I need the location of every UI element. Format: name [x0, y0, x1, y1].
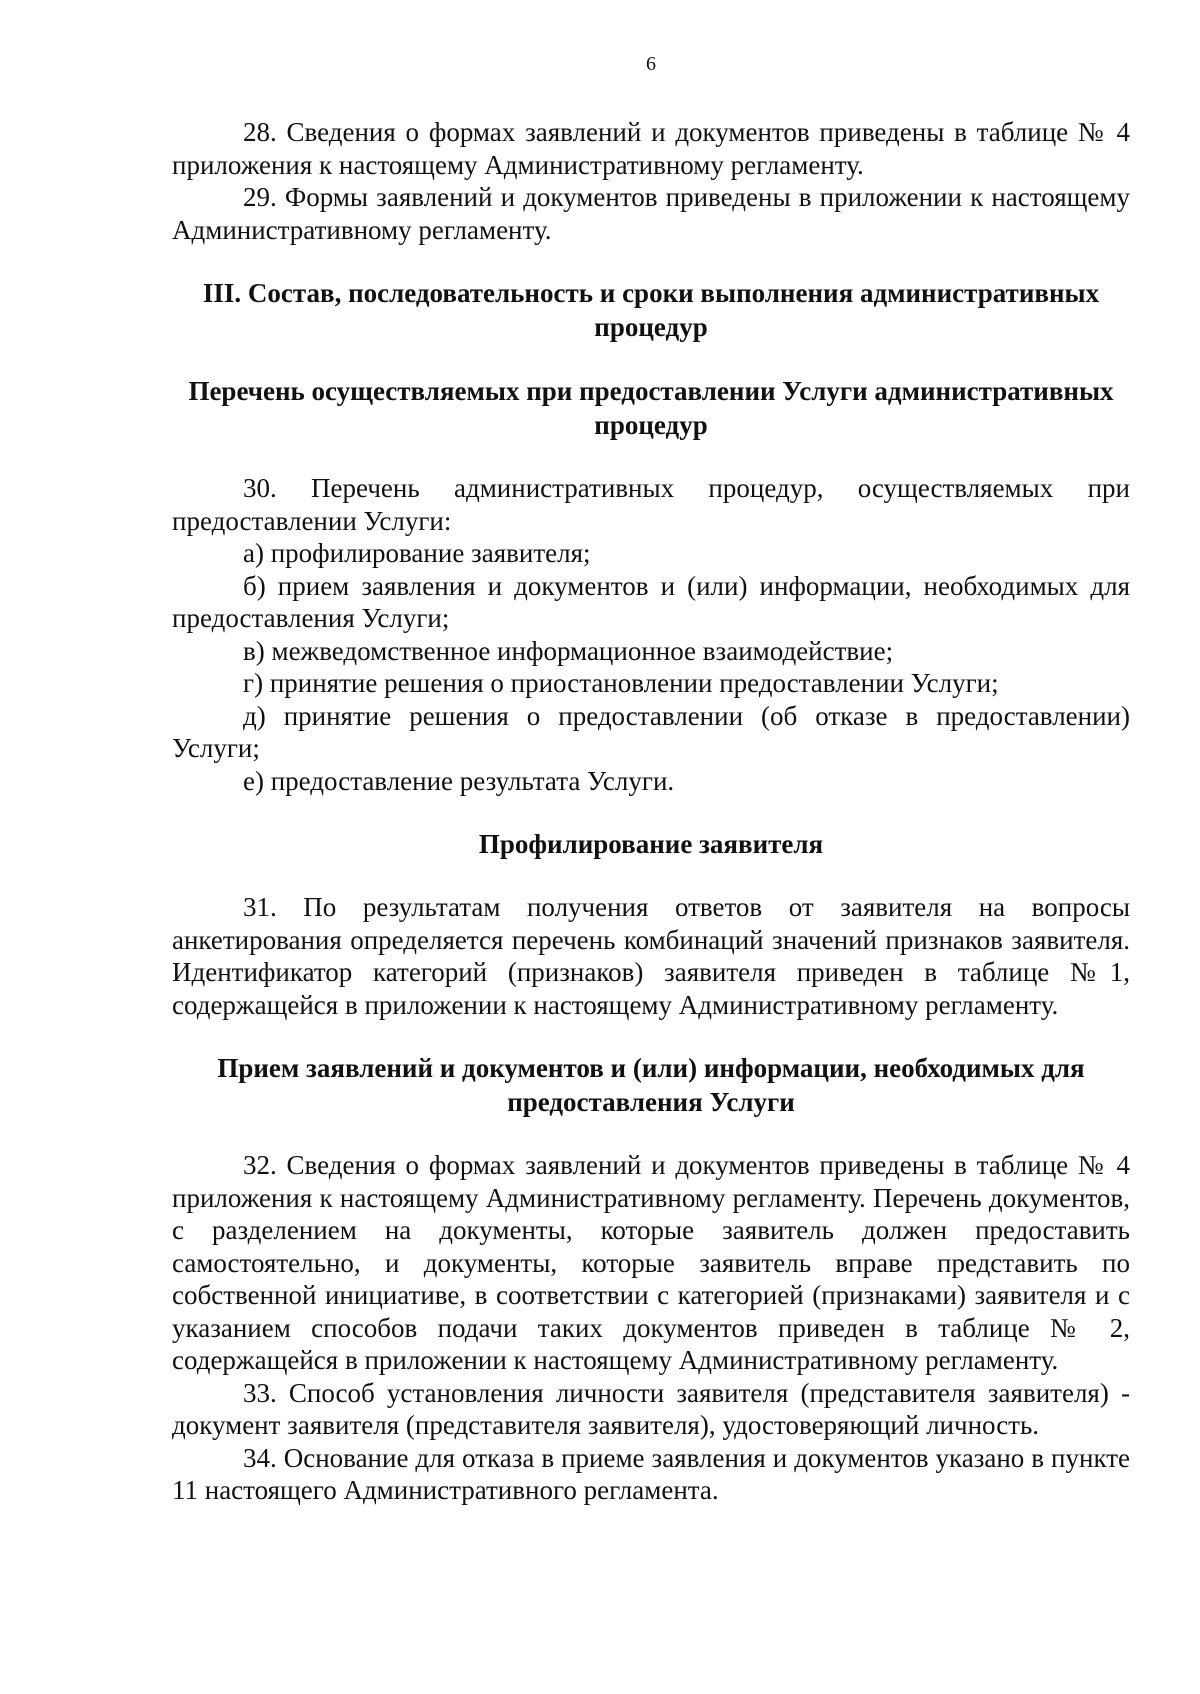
paragraph-34: 34. Основание для отказа в приеме заявления и документов указано в пункте 11 настоящего Административного регламента. — [172, 1442, 1130, 1505]
paragraph-28: 28. Сведения о формах заявлений и документов приведены в таблице № 4 приложения к настоящему Административному регламенту. — [172, 117, 1130, 180]
list-item: д) принятие решения о предоставлении (об отказе в предоставлении) Услуги; — [172, 700, 1130, 763]
subsection-title-profiling: Профилирование заявителя — [478, 829, 824, 859]
list-item: е) предоставление результата Услуги. — [243, 765, 675, 796]
paragraph-33: 33. Способ установления личности заявителя (представителя заявителя) - документ заявителя (представителя заявителя), удостоверяющий личность. — [172, 1377, 1130, 1440]
page-number: 6 — [646, 53, 656, 75]
section-title: III. Состав, последовательность и сроки выполнения административных процедур — [202, 278, 1100, 342]
list-item: в) межведомственное информационное взаимодействие; — [243, 635, 894, 666]
paragraph-29: 29. Формы заявлений и документов приведены в приложении к настоящему Административному регламенту. — [172, 182, 1130, 245]
subsection-title-procedures: Перечень осуществляемых при предоставлении Услуги административных процедур — [188, 376, 1114, 440]
document-page — [172, 52, 1130, 1507]
paragraph-30: 30. Перечень административных процедур, осуществляемых при предоставлении Услуги: — [172, 473, 1130, 536]
list-item: б) прием заявления и документов и (или) информации, необходимых для предоставления Услуги; — [172, 570, 1130, 633]
list-item: а) профилирование заявителя; — [243, 538, 591, 568]
paragraph-31: 31. По результатам получения ответов от заявителя на вопросы анкетирования определяется перечень комбинаций значений признаков заявителя. Идентификатор категорий (признаков) заявителя приведен в таблице №1, содержащейся в приложении к настоящему Административному регламенту. — [172, 892, 1130, 1020]
list-item: г) принятие решения о приостановлении предоставлении Услуги; — [243, 668, 999, 698]
paragraph-32: 32. Сведения о формах заявлений и документов приведены в таблице № 4 приложения к настоящему Административному регламенту. Перечень документов, с разделением на документы, которые заявитель должен предоставить самостоятельно, и документы, которые заявитель вправе представить по собственной инициативе, в соответствии с категорией (признаками) заявителя и с указанием способов подачи таких документов приведен в таблице № 2, содержащейся в приложении к настоящему Административному регламенту. — [172, 1150, 1130, 1375]
subsection-title-reception: Прием заявлений и документов и (или) информации, необходимых для предоставления Услуги — [217, 1053, 1085, 1117]
